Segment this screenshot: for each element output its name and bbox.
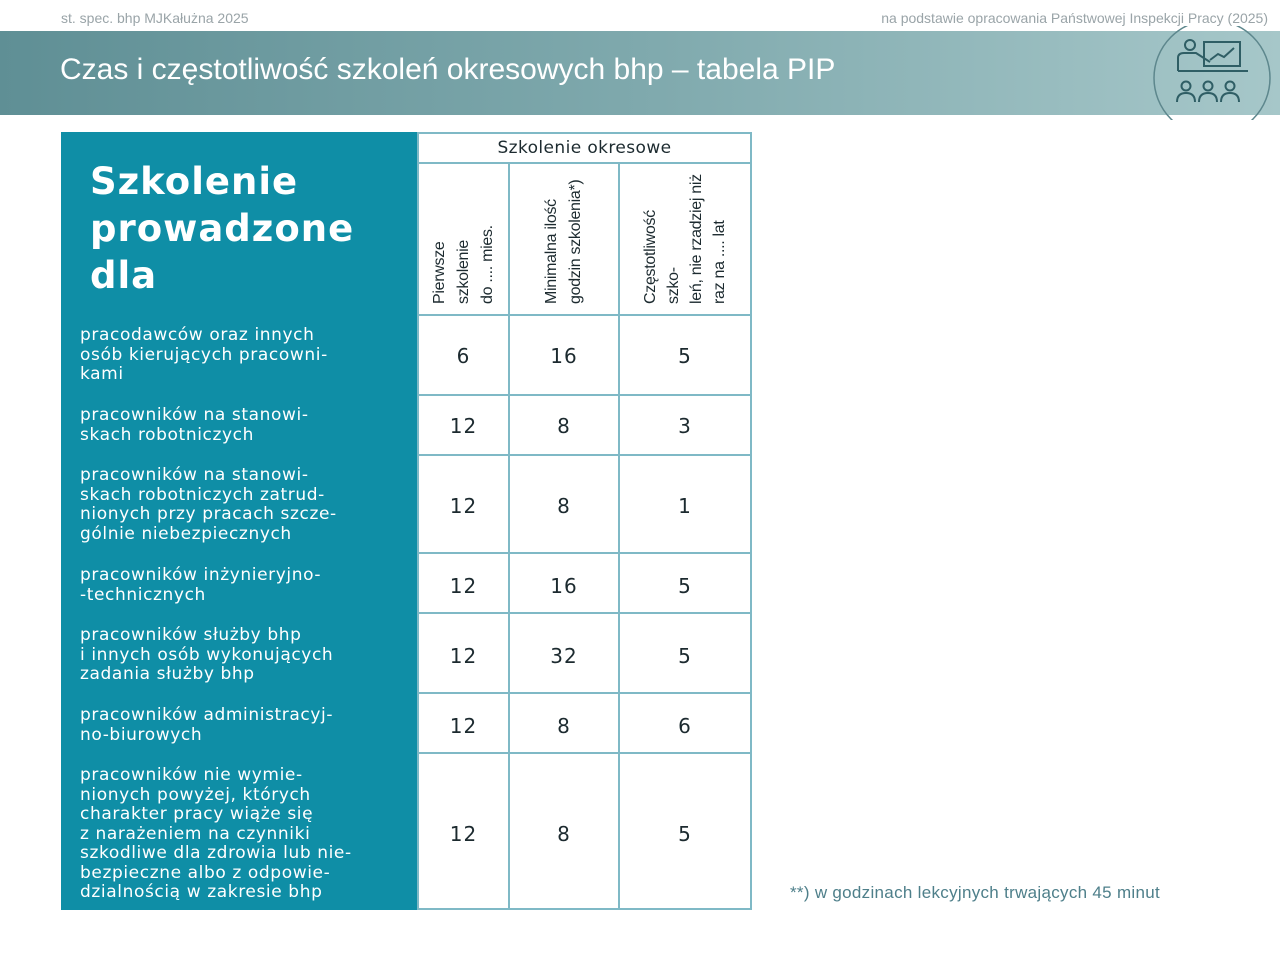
table-cell: 5 <box>678 574 692 598</box>
column-header-line: do .... mies. <box>478 225 496 304</box>
row-label-line: i innych osób wykonujących <box>80 644 334 665</box>
table-cell: 6 <box>678 714 692 738</box>
table-cell: 6 <box>456 344 471 368</box>
row-label-line: no-biurowych <box>80 724 203 745</box>
grid-line <box>419 752 750 754</box>
footnote: **) w godzinach lekcyjnych trwających 45 minut <box>790 883 1161 902</box>
training-table <box>61 132 752 910</box>
row-label-line: gólnie niebezpiecznych <box>80 523 292 544</box>
table-cell: 5 <box>678 822 692 846</box>
source-note: na podstawie opracowania Państwowej Inspekcji Pracy (2025) <box>881 10 1268 26</box>
row-label-line: kami <box>80 364 124 384</box>
row-label-line: pracowników na stanowi- <box>80 405 309 425</box>
row-label-line: skach robotniczych zatrud- <box>80 484 325 505</box>
table-cell: 8 <box>557 822 571 846</box>
group-header: Szkolenie okresowe <box>497 138 672 158</box>
row-label-line: charakter pracy wiąże się <box>80 804 314 824</box>
column-header-line: leń, nie rzadziej niż <box>688 174 705 304</box>
row-label-line: pracowników inżynieryjno- <box>80 565 322 585</box>
table-cell: 8 <box>557 714 571 738</box>
table-cell: 5 <box>678 644 692 668</box>
row-label <box>80 626 410 685</box>
row-label-line: pracodawców oraz innych <box>80 325 315 345</box>
column-header-line: godzin szkolenia*) <box>567 179 584 304</box>
row-label-line: pracowników na stanowi- <box>80 465 309 485</box>
table-cell: 12 <box>449 822 478 846</box>
row-header-title-line: dla <box>90 254 158 297</box>
row-label-line: zadania służby bhp <box>80 664 255 684</box>
teacher-presentation-icon <box>1152 26 1276 124</box>
author-note: st. spec. bhp MJKałużna 2025 <box>61 10 249 26</box>
page-title: Czas i częstotliwość szkoleń okresowych bhp – tabela PIP <box>60 53 836 86</box>
row-label <box>80 466 410 544</box>
table-cell: 8 <box>557 494 571 518</box>
table-cell: 5 <box>678 344 692 368</box>
table-cell: 16 <box>550 344 578 368</box>
row-label-line: nionych przy pracach szcze- <box>80 504 337 524</box>
table-cell: 32 <box>550 644 578 668</box>
table-cell: 12 <box>449 414 478 438</box>
title-banner <box>0 31 1280 115</box>
table-cell: 12 <box>449 574 478 598</box>
table-cell: 12 <box>449 644 478 668</box>
values-grid <box>417 132 752 910</box>
row-header-title-line: prowadzone <box>90 207 355 250</box>
column-header-line: Pierwsze szkolenie <box>430 239 472 304</box>
row-label <box>80 706 410 745</box>
row-label-line: pracowników administracyj- <box>80 705 334 725</box>
row-label <box>80 406 410 445</box>
row-label-line: -technicznych <box>80 584 206 605</box>
row-label-line: pracowników służby bhp <box>80 625 302 645</box>
grid-line <box>419 552 750 554</box>
grid-line <box>419 314 750 316</box>
table-cell: 1 <box>678 494 692 518</box>
row-label <box>80 766 410 903</box>
column-header-line: Częstotliwość szko- <box>642 210 682 304</box>
table-cell: 12 <box>449 714 478 738</box>
column-header-line: raz na .... lat <box>711 220 728 304</box>
column-header <box>510 164 618 314</box>
grid-line <box>419 692 750 694</box>
column-header <box>620 164 750 314</box>
column-header <box>419 164 508 314</box>
row-label <box>80 326 410 385</box>
row-label-line: skach robotniczych <box>80 424 254 445</box>
table-cell: 8 <box>557 414 571 438</box>
row-label-line: szkodliwe dla zdrowia lub nie- <box>80 843 352 863</box>
grid-line <box>419 454 750 456</box>
row-label-line: bezpieczne albo z odpowie- <box>80 862 331 883</box>
row-label <box>80 566 410 605</box>
row-label-line: dzialnością w zakresie bhp <box>80 882 323 902</box>
column-header-line: Minimalna ilość <box>543 199 560 304</box>
grid-line <box>419 394 750 396</box>
row-label-line: nionych powyżej, których <box>80 784 311 805</box>
table-cell: 12 <box>449 494 478 518</box>
grid-line <box>419 612 750 614</box>
row-header-title-line: Szkolenie <box>90 160 299 203</box>
row-header-column <box>61 132 417 910</box>
row-label-line: osób kierujących pracowni- <box>80 344 328 365</box>
row-label-line: z narażeniem na czynniki <box>80 823 311 844</box>
row-label-line: pracowników nie wymie- <box>80 765 303 785</box>
table-cell: 3 <box>678 414 692 438</box>
row-header-title <box>90 158 354 299</box>
table-cell: 16 <box>550 574 578 598</box>
